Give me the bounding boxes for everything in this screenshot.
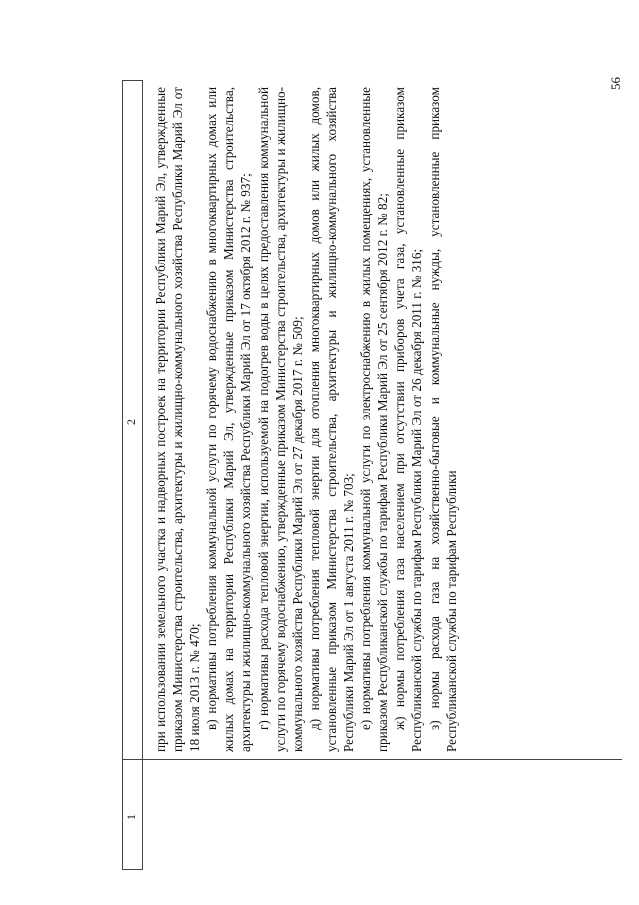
paragraph: при использовании земельного участка и надворных построек на территории Республики Марий Эл, утвержденные приказом Министерства строительства, архитектуры и жилищно-коммунального хозяйства Республики Марий Эл от 18 июля 2013 г. № 470; [153,87,203,752]
paragraph: з) нормы расхода газа на хозяйственно-бытовые и коммунальные нужды, установленные приказом Республиканской службы по тарифам Республики [426,87,459,752]
paragraph: г) нормативы расхода тепловой энергии, используемой на подогрев воды в целях предоставления коммунальной услуги по горячему водоснабжению, утвержденные приказом Министерства строительства, архитектуры и жилищно-коммунального хозяйства Республики Марий Эл от 27 декабря 2017 г. № 509; [255,87,305,752]
regulation-table [122,80,622,870]
table-cell-text [152,87,460,752]
table-top-border [122,80,123,870]
table-right-border [122,80,142,81]
header-col-1: 1 [124,814,138,820]
column-divider [122,759,622,760]
paragraph: е) нормативы потребления коммунальной услуги по электроснабжению в жилых помещениях, установленные приказом Республиканской службы по тарифам Республики Марий Эл от 25 сентября 2012 г. № 82; [358,87,391,752]
table-left-border [122,869,142,870]
header-col-2: 2 [124,419,138,425]
rotated-table-page [122,80,622,870]
paragraph: в) нормативы потребления коммунальной услуги по горячему водоснабжению в многоквартирных домах или жилых домах на территории Республики Марий Эл, утвержденные приказом Министерства строительства, архитектуры и жилищно-коммунального хозяйства Республики Марий Эл от 17 октября 2012 г. № 937; [204,87,254,752]
paragraph: д) нормативы потребления тепловой энергии для отопления многоквартирных домов или жилых домов, установленные приказом Министерства строительства, архитектуры и жилищно-коммунального хозяйства Республики Марий Эл от 1 августа 2011 г. № 703; [306,87,357,752]
paragraph: ж) нормы потребления газа населением при отсутствии приборов учета газа, установленные приказом Республиканской службы по тарифам Республики Марий Эл от 26 декабря 2011 г. № 316; [392,87,425,752]
page-number: 56 [608,77,623,90]
header-row-border [142,80,143,870]
